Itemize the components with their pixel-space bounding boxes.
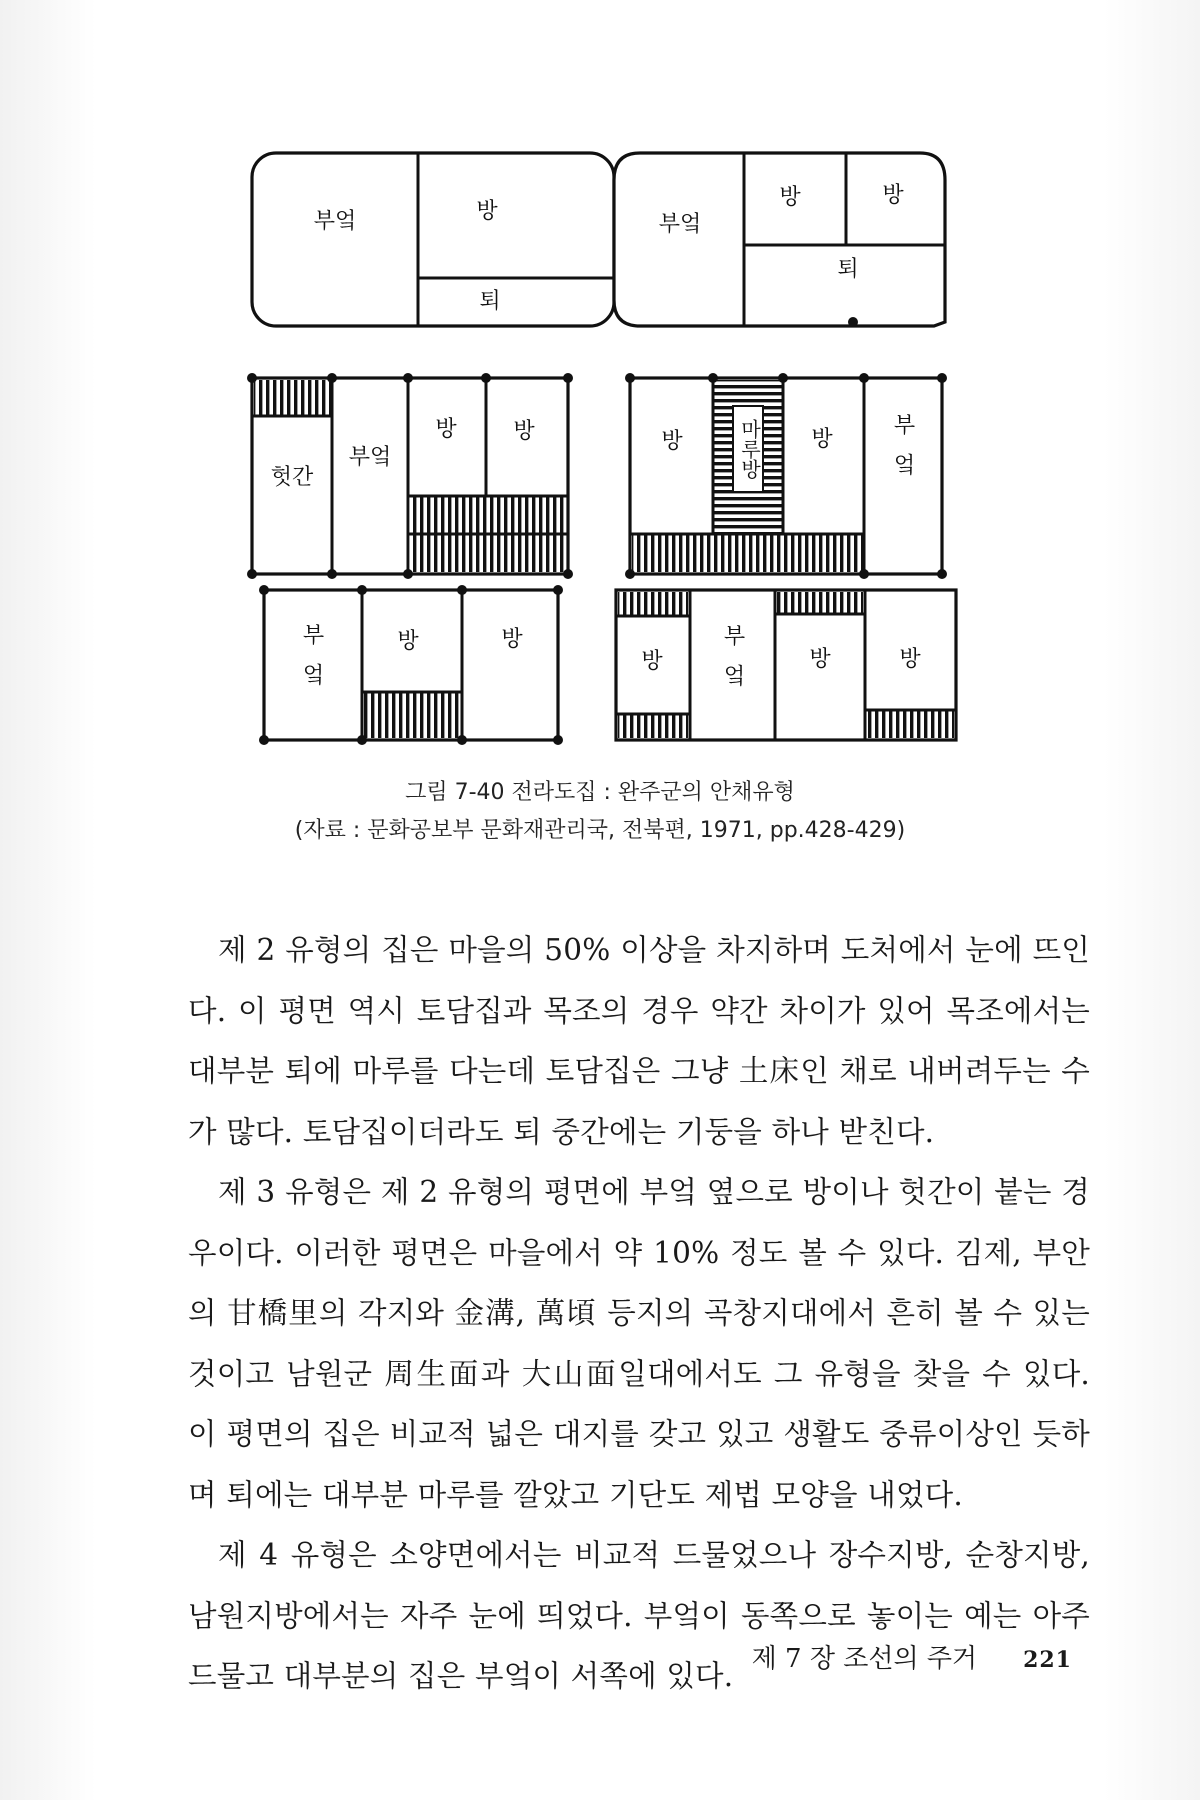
chapter-title: 제 7 장 조선의 주거 — [751, 1644, 978, 1674]
plan2-toe-label: 퇴 — [837, 257, 859, 282]
plan2-kitchen-label: 부엌 — [658, 212, 702, 237]
plan-1 — [252, 153, 614, 326]
plan3-kitchen-label: 부엌 — [348, 445, 392, 470]
plan4-room-label-1: 방 — [661, 429, 683, 454]
plan1-toe-label: 퇴 — [479, 289, 501, 314]
paragraph-2: 제 3 유형은 제 2 유형의 평면에 부엌 옆으로 방이나 헛간이 붙는 경우이다. 이러한 평면은 마을에서 약 10% 정도 볼 수 있다. 김제, 부안의 甘橋里의 각지와 金溝, 萬頃 등지의 곡창지대에서 흔히 볼 수 있는 것이고 남원군 周生面과 大山面일대에서도 그 유형을 찾을 수 있다. 이 평면의 집은 비교적 넓은 대지를 갖고 있고 생활도 중류이상인 듯하며 퇴에는 대부분 마루를 깔았고 기단도 제법 모양을 내었다. — [188, 1175, 1090, 1512]
plan-6 — [616, 590, 956, 740]
plan3-room-label-2: 방 — [513, 419, 535, 444]
plan3-room-label-1: 방 — [435, 417, 457, 442]
plan1-kitchen-label-1: 부엌 — [313, 209, 357, 234]
floor-plan-figure — [0, 0, 1200, 760]
plan-4 — [625, 373, 947, 579]
plan3-shed-label: 헛간 — [270, 465, 314, 490]
plan2-room-label-1: 방 — [779, 185, 801, 210]
body-text — [188, 920, 1090, 1707]
plan-2 — [614, 153, 945, 327]
plan1-room-label: 방 — [476, 199, 498, 224]
plan6-room-label-2: 방 — [809, 647, 831, 672]
paragraph-1: 제 2 유형의 집은 마을의 50% 이상을 차지하며 도처에서 눈에 뜨인다. 이 평면 역시 토담집과 목조의 경우 약간 차이가 있어 목조에서는 대부분 퇴에 마루를 다는데 토담집은 그냥 土床인 채로 내버려두는 수가 많다. 토담집이더라도 퇴 중간에는 기둥을 하나 받친다. — [188, 933, 1090, 1149]
plan4-room-label-2: 방 — [811, 427, 833, 452]
paragraph-3: 제 4 유형은 소양면에서는 비교적 드물었으나 장수지방, 순창지방, 남원지방에서는 자주 눈에 띄었다. 부엌이 동쪽으로 놓이는 예는 아주 드물고 대부분의 집은 부엌이 서쪽에 있다. — [188, 1538, 1090, 1693]
plan6-room-label-3: 방 — [899, 647, 921, 672]
plan-3 — [247, 373, 573, 579]
page-number: 221 — [1023, 1647, 1072, 1673]
plan6-kitchen-label: 부엌 — [720, 624, 745, 704]
plan4-kitchen-label: 부엌 — [890, 413, 915, 493]
page-footer — [752, 1638, 1072, 1675]
figure-caption: 그림 7-40 전라도집 : 완주군의 안채유형 — [405, 780, 795, 805]
plan5-room-label-1: 방 — [397, 629, 419, 654]
plan6-room-label-1: 방 — [641, 649, 663, 674]
figure-source: (자료 : 문화공보부 문화재관리국, 전북편, 1971, pp.428-429) — [294, 818, 906, 843]
plan2-room-label-2: 방 — [882, 183, 904, 208]
plan5-kitchen-label: 부엌 — [299, 623, 324, 703]
plan4-maru-label: 마루방 — [737, 419, 762, 479]
plan5-room-label-2: 방 — [501, 627, 523, 652]
plan-5 — [259, 585, 563, 745]
